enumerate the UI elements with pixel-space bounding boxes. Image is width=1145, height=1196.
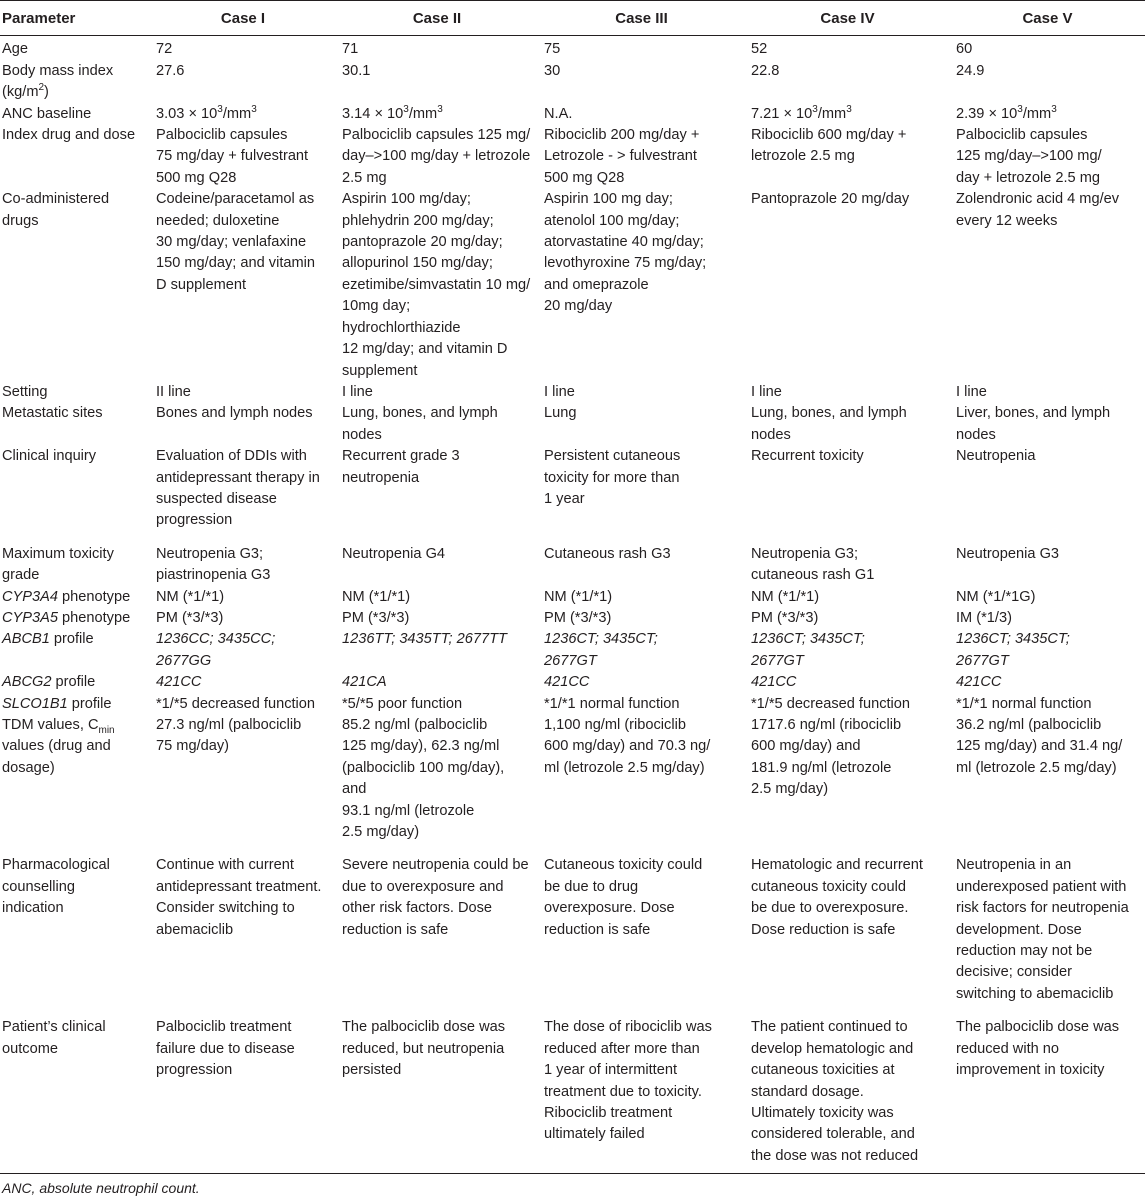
param-unit-sup: 2 [38, 82, 45, 94]
cell-case-i: Palbociclib treatment failure due to disease progression [150, 1017, 336, 1173]
cell-case-v: NM (*1/*1G) [956, 588, 1036, 605]
cell-case-v [950, 672, 1145, 693]
row-age [0, 36, 1145, 61]
genotype: 1236CT; 3435CT; 2677GT [544, 631, 658, 669]
cell-case-ii: Palbociclib capsules 125 mg/ day–>100 mg/day + letrozole 2.5 mg [342, 127, 531, 186]
cell-case-v: 24.9 [956, 62, 985, 79]
row-tdm-values [0, 715, 1145, 855]
header-case-v: Case V [950, 1, 1145, 36]
cell-case-i: *1/*5 decreased function [156, 695, 316, 712]
cell-case-v: 36.2 ng/ml (palbociclib 125 mg/day) and 31.4 ng/ ml (letrozole 2.5 mg/day) [956, 717, 1123, 776]
cell-case-ii: NM (*1/*1) [342, 588, 411, 605]
param-label [0, 715, 150, 855]
row-anc-baseline [0, 104, 1145, 125]
param-label: Age [2, 41, 28, 58]
cell-case-iii: 75 [544, 41, 561, 58]
cell-case-i [150, 104, 336, 125]
cell-case-ii: Severe neutropenia could be due to overexposure and other risk factors. Dose reduction is safe [342, 857, 529, 938]
anc-exp: 3 [403, 103, 409, 115]
cell-case-iv: 52 [751, 41, 768, 58]
cell-case-ii: The palbociclib dose was reduced, but neutropenia persisted [336, 1017, 538, 1173]
anc-value: 3.14 × 10 [342, 105, 404, 122]
anc-unit-exp: 3 [251, 103, 257, 115]
param-rest: profile [67, 695, 112, 712]
cell-case-i: PM (*3/*3) [156, 609, 224, 626]
cell-case-iv [745, 672, 950, 693]
cell-case-v: Palbociclib capsules 125 mg/day–>100 mg/ day + letrozole 2.5 mg [956, 127, 1102, 186]
param-rest: phenotype [57, 609, 131, 626]
anc-unit: /mm [222, 105, 252, 122]
anc-exp: 3 [812, 103, 818, 115]
cell-case-iv: NM (*1/*1) [751, 588, 820, 605]
anc-value: 7.21 × 10 [751, 105, 813, 122]
cell-case-iii: N.A. [544, 105, 573, 122]
anc-unit: /mm [1022, 105, 1052, 122]
param-unit: (kg/m [2, 84, 39, 101]
genotype: 1236CT; 3435CT; 2677GT [956, 631, 1070, 669]
cell-case-v: Neutropenia [956, 448, 1036, 465]
row-abcg2 [0, 672, 1145, 693]
cell-case-ii: I line [342, 383, 373, 400]
cell-case-iii: PM (*3/*3) [544, 609, 612, 626]
row-bmi [0, 61, 1145, 104]
cell-case-v: The palbociclib dose was reduced with no improvement in toxicity [950, 1017, 1145, 1173]
cell-case-i: 72 [156, 41, 173, 58]
anc-unit: /mm [817, 105, 847, 122]
param-label: Pharmacological counselling indication [2, 857, 110, 917]
header-case-iv: Case IV [745, 1, 950, 36]
cell-case-i: 27.3 ng/ml (palbociclib 75 mg/day) [156, 717, 302, 755]
row-clinical-inquiry [0, 446, 1145, 544]
row-clinical-outcome [0, 1017, 1145, 1173]
cell-case-ii: Recurrent grade 3 neutropenia [342, 448, 460, 486]
genotype: 421CA [342, 674, 387, 691]
row-index-drug [0, 125, 1145, 189]
cell-case-ii: 71 [342, 41, 359, 58]
cell-case-iv: Recurrent toxicity [751, 448, 864, 465]
header-row [0, 1, 1145, 36]
genotype: 421CC [156, 674, 202, 691]
cell-case-i: Palbociclib capsules 75 mg/day + fulvestrant 500 mg Q28 [156, 127, 309, 186]
cell-case-i: Codeine/paracetamol as needed; duloxetine 30 mg/day; venlafaxine 150 mg/day; and vitamin D supplement [156, 191, 315, 293]
cell-case-v: Liver, bones, and lymph nodes [956, 405, 1111, 443]
row-cyp3a5 [0, 608, 1145, 629]
cell-case-iv: Lung, bones, and lymph nodes [751, 405, 907, 443]
cell-case-ii: Aspirin 100 mg/day; phlehydrin 200 mg/day; pantoprazole 20 mg/day; allopurinol 150 mg/day; ezetimibe/simvastatin 10 mg/ 10mg day; hydrochlorthiazide 12 mg/day; and vitamin D supplement [342, 191, 531, 379]
cell-case-ii [336, 672, 538, 693]
cell-case-iii: Lung [544, 405, 577, 422]
gene-name: SLCO1B1 [2, 695, 68, 712]
cell-case-iii: Aspirin 100 mg day; atenolol 100 mg/day; atorvastatine 40 mg/day; levothyroxine 75 mg/day; and omeprazole 20 mg/day [544, 191, 707, 315]
param-label: Patient’s clinical outcome [0, 1017, 150, 1173]
row-cyp3a4 [0, 587, 1145, 608]
param-rest: values (drug and dosage) [2, 738, 111, 776]
genotype: 1236CC; 3435CC; 2677GG [156, 631, 276, 669]
gene-name: CYP3A4 [2, 588, 58, 605]
header-case-i: Case I [150, 1, 336, 36]
anc-unit-exp: 3 [437, 103, 443, 115]
cell-case-iii: *1/*1 normal function [544, 695, 680, 712]
param-sub: min [98, 724, 115, 736]
genotype: 1236TT; 3435TT; 2677TT [342, 631, 507, 648]
param-label: ANC baseline [2, 105, 92, 122]
cell-case-iv: 1717.6 ng/ml (ribociclib 600 mg/day) and 181.9 ng/ml (letrozole 2.5 mg/day) [751, 717, 902, 798]
param-unit-end: ) [44, 84, 49, 101]
param-label [0, 629, 150, 672]
cell-case-iv: PM (*3/*3) [751, 609, 819, 626]
cell-case-iii: Persistent cutaneous toxicity for more than 1 year [544, 448, 681, 507]
cell-case-v: I line [956, 383, 987, 400]
cell-case-iv: *1/*5 decreased function [751, 695, 911, 712]
param-rest: profile [51, 674, 96, 691]
anc-exp: 3 [217, 103, 223, 115]
gene-name: ABCG2 [2, 674, 52, 691]
cell-case-i: NM (*1/*1) [156, 588, 225, 605]
cell-case-iv: Pantoprazole 20 mg/day [751, 191, 910, 208]
cell-case-iv: I line [751, 383, 782, 400]
param-label [0, 608, 150, 629]
anc-exp: 3 [1017, 103, 1023, 115]
param-label [0, 587, 150, 608]
param-rest: profile [49, 631, 94, 648]
row-slco1b1 [0, 694, 1145, 715]
cell-case-v: IM (*1/3) [956, 609, 1012, 626]
cell-case-iv: 22.8 [751, 62, 780, 79]
param-label: Clinical inquiry [2, 448, 97, 465]
cell-case-iv [745, 629, 950, 672]
cell-case-iii: The dose of ribociclib was reduced after more than 1 year of intermittent treatment due to toxicity. Ribociclib treatment ultimately failed [538, 1017, 745, 1173]
header-case-iii: Case III [538, 1, 745, 36]
param-label: Maximum toxicity grade [2, 545, 114, 584]
cell-case-iii: Ribociclib 200 mg/day + Letrozole - > fulvestrant 500 mg Q28 [544, 127, 700, 186]
cell-case-ii: Lung, bones, and lymph nodes [342, 405, 498, 443]
cell-case-iii: Cutaneous toxicity could be due to drug overexposure. Dose reduction is safe [544, 857, 703, 938]
cell-case-v [950, 629, 1145, 672]
cell-case-i: Continue with current antidepressant treatment. Consider switching to abemaciclib [156, 857, 322, 938]
cell-case-i: Bones and lymph nodes [156, 405, 313, 422]
genotype: 421CC [751, 674, 797, 691]
cell-case-iii: NM (*1/*1) [544, 588, 613, 605]
row-counselling-indication [0, 855, 1145, 1017]
row-metastatic-sites [0, 403, 1145, 446]
cell-case-i [150, 672, 336, 693]
genotype: 421CC [544, 674, 590, 691]
cell-case-ii: 30.1 [342, 62, 371, 79]
cell-case-ii [336, 104, 538, 125]
cell-case-i [150, 629, 336, 672]
row-max-toxicity [0, 544, 1145, 587]
gene-name: CYP3A5 [2, 609, 58, 626]
table-footnote: ANC, absolute neutrophil count. [2, 1180, 200, 1196]
anc-unit-exp: 3 [846, 103, 852, 115]
cell-case-iii: 1,100 ng/ml (ribociclib 600 mg/day) and 70.3 ng/ ml (letrozole 2.5 mg/day) [544, 717, 711, 776]
cell-case-ii [336, 629, 538, 672]
cell-case-iii [538, 672, 745, 693]
param-main: TDM values, C [2, 717, 99, 733]
cell-case-iv: Neutropenia G3; cutaneous rash G1 [751, 545, 875, 584]
cell-case-iii: 30 [544, 62, 561, 79]
param-rest: phenotype [57, 588, 131, 605]
cell-case-iv: Hematologic and recurrent cutaneous toxicity could be due to overexposure. Dose reduction is safe [751, 857, 923, 938]
header-case-ii: Case II [336, 1, 538, 36]
anc-unit: /mm [408, 105, 438, 122]
gene-name: ABCB1 [2, 631, 50, 648]
cell-case-v: *1/*1 normal function [956, 695, 1092, 712]
genotype: 1236CT; 3435CT; 2677GT [751, 631, 865, 669]
cell-case-ii: PM (*3/*3) [342, 609, 410, 626]
param-label: Index drug and dose [2, 127, 136, 144]
cell-case-i: Neutropenia G3; piastrinopenia G3 [156, 545, 271, 584]
row-coadministered-drugs [0, 189, 1145, 382]
cell-case-iii: Cutaneous rash G3 [544, 545, 671, 562]
cell-case-i: 27.6 [156, 62, 185, 79]
param-label: Co-administered drugs [2, 191, 110, 229]
anc-value: 3.03 × 10 [156, 105, 218, 122]
cell-case-i: Evaluation of DDIs with antidepressant therapy in suspected disease progression [156, 448, 320, 529]
param-label [0, 694, 150, 715]
cell-case-iii [538, 629, 745, 672]
cell-case-ii: 85.2 ng/ml (palbociclib 125 mg/day), 62.3 ng/ml (palbociclib 100 mg/day), and 93.1 ng/ml (letrozole 2.5 mg/day) [342, 717, 505, 841]
param-label [0, 672, 150, 693]
cell-case-ii: *5/*5 poor function [342, 695, 463, 712]
genotype: 421CC [956, 674, 1002, 691]
param-main: Body mass index [2, 62, 114, 79]
cell-case-v: Neutropenia G3 [956, 545, 1060, 562]
anc-unit-exp: 3 [1051, 103, 1057, 115]
cell-case-iv: Ribociclib 600 mg/day + letrozole 2.5 mg [751, 127, 907, 165]
cell-case-ii: Neutropenia G4 [342, 545, 446, 562]
cell-case-iv: The patient continued to develop hematologic and cutaneous toxicities at standard dosage. Ultimately toxicity was considered tolerable, and the dose was not reduced [745, 1017, 950, 1173]
cell-case-iv [745, 104, 950, 125]
cell-case-v [950, 104, 1145, 125]
row-setting [0, 382, 1145, 403]
cell-case-iii: I line [544, 383, 575, 400]
cell-case-v: Neutropenia in an underexposed patient with risk factors for neutropenia development. Dose reduction may not be decisive; consider switching to abemaciclib [956, 857, 1129, 1002]
param-label: Setting [2, 383, 48, 400]
anc-value: 2.39 × 10 [956, 105, 1018, 122]
cell-case-v: Zolendronic acid 4 mg/ev every 12 weeks [956, 191, 1120, 229]
param-label: Metastatic sites [2, 405, 103, 422]
cell-case-v: 60 [956, 41, 973, 58]
param-label [0, 61, 150, 104]
cell-case-i: II line [156, 383, 191, 400]
row-abcb1 [0, 629, 1145, 672]
header-parameter: Parameter [0, 1, 150, 36]
